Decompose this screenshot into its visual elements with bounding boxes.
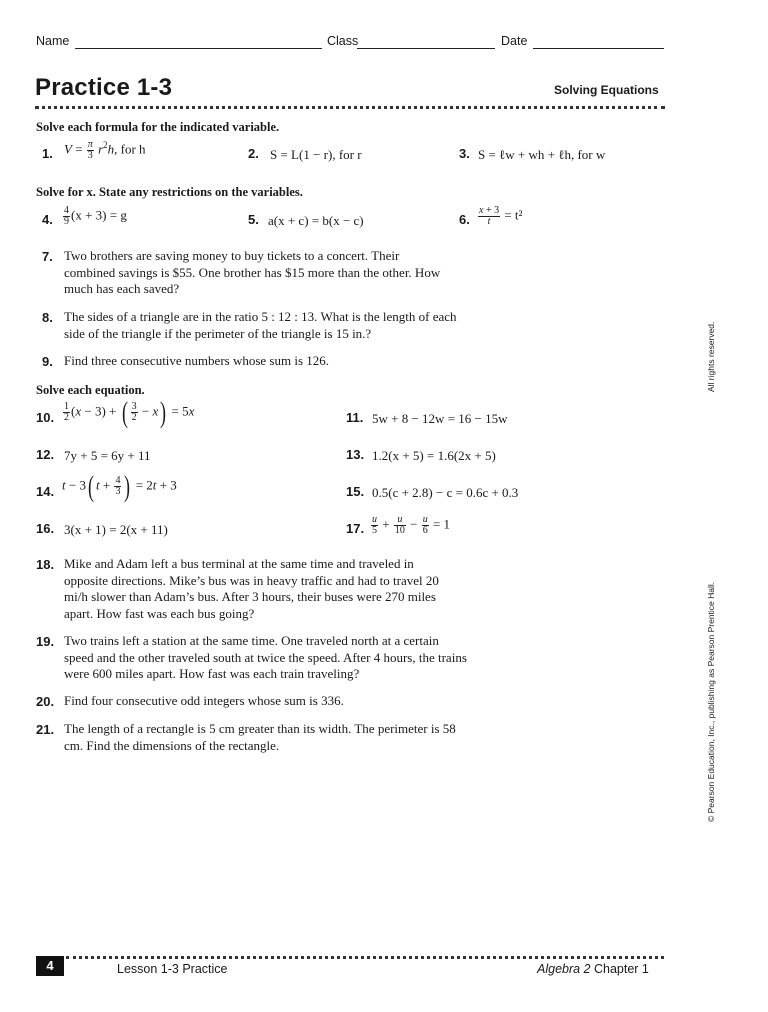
problem-number: 6. bbox=[459, 212, 470, 227]
problem-number: 5. bbox=[248, 212, 259, 227]
problem-21-text: The length of a rectangle is 5 cm greater than its width. The perimeter is 58 cm. Find the dimensions of the rectangle. bbox=[64, 721, 456, 753]
fraction: $\frac{u}{10}$ bbox=[394, 514, 405, 536]
problem-2-equation: S = L(1 − r), for r bbox=[270, 147, 362, 162]
fraction: $\frac{\pi}{3}$ bbox=[87, 139, 93, 161]
footer-divider bbox=[66, 956, 664, 959]
problem-number: 11. bbox=[346, 410, 364, 425]
problem-number: 14. bbox=[36, 484, 55, 499]
problem-20-text: Find four consecutive odd integers whose sum is 336. bbox=[64, 693, 344, 708]
problem-number: 19. bbox=[36, 634, 55, 649]
class-field[interactable] bbox=[357, 34, 495, 49]
problem-number: 16. bbox=[36, 521, 55, 536]
fraction: $\frac{u}{6}$ bbox=[422, 514, 428, 536]
problem-number: 21. bbox=[36, 722, 55, 737]
problem-9-text: Find three consecutive numbers whose sum is 126. bbox=[64, 353, 330, 368]
footer-book: Algebra 2 Chapter 1 bbox=[537, 962, 649, 976]
problem-number: 10. bbox=[36, 410, 55, 425]
page-title: Practice 1-3 bbox=[35, 74, 173, 101]
footer-lesson: Lesson 1-3 Practice bbox=[117, 962, 228, 976]
problem-number: 3. bbox=[459, 146, 470, 161]
problem-1-equation: V = $\frac{\pi}{3}$ $r^2h$, for h bbox=[64, 139, 146, 161]
name-field[interactable] bbox=[75, 34, 322, 49]
fraction: $\frac{1}{2}$ bbox=[64, 401, 69, 423]
problem-number: 9. bbox=[42, 354, 53, 369]
problem-11-equation: 5w + 8 − 12w = 16 − 15w bbox=[372, 411, 508, 426]
problem-number: 17. bbox=[346, 521, 365, 536]
problem-number: 8. bbox=[42, 310, 53, 325]
name-label: Name bbox=[36, 34, 70, 48]
rights-notice: All rights reserved. bbox=[706, 321, 716, 392]
problem-18-text: Mike and Adam left a bus terminal at the same time and traveled in opposite directions. Mike’s bus was in heavy traffic and had to travel 20 mi/h slower than Adam’s bus. After 3 hours, their buses were 270 miles apart. How fast was each bus going? bbox=[64, 556, 439, 621]
problem-3-equation: S = ℓw + wh + ℓh, for w bbox=[478, 147, 606, 162]
problem-16-equation: 3(x + 1) = 2(x + 11) bbox=[64, 522, 168, 537]
problem-number: 2. bbox=[248, 146, 259, 161]
section-instructions-3: Solve each equation. bbox=[36, 383, 145, 397]
problem-14-equation: t − 3( t + $\frac{4}{3}$ ) = 2t + 3 bbox=[62, 469, 177, 503]
section-instructions-2: Solve for x. State any restrictions on the variables. bbox=[36, 185, 303, 199]
section-instructions-1: Solve each formula for the indicated variable. bbox=[36, 120, 280, 134]
problem-number: 12. bbox=[36, 447, 55, 462]
page-number: 4 bbox=[36, 956, 64, 976]
problem-19-text: Two trains left a station at the same time. One traveled north at a certain speed and the other traveled south at twice the speed. After 4 hours, the trains were 600 miles apart. How fast was each train traveling? bbox=[64, 633, 467, 681]
problem-10-equation: $\frac{1}{2}$ (x − 3) + ( $\frac{3}{2}$ − x) = 5x bbox=[64, 395, 195, 429]
problem-12-equation: 7y + 5 = 6y + 11 bbox=[64, 448, 151, 463]
problem-13-equation: 1.2(x + 5) = 1.6(2x + 5) bbox=[372, 448, 496, 463]
date-field[interactable] bbox=[533, 34, 664, 49]
problem-4-equation: $\frac{4}{9}$ (x + 3) = g bbox=[64, 205, 127, 227]
problem-17-equation: $\frac{u}{5}$ + $\frac{u}{10}$ − $\frac{u}{6}$ = 1 bbox=[372, 514, 451, 536]
fraction: $\frac{4}{3}$ bbox=[115, 475, 121, 497]
problem-number: 4. bbox=[42, 212, 53, 227]
header-divider bbox=[35, 106, 665, 109]
problem-7-text: Two brothers are saving money to buy tickets to a concert. Their combined savings is $55. One brother has $15 more than the other. How much has each saved? bbox=[64, 248, 441, 296]
page-subtitle: Solving Equations bbox=[554, 83, 659, 97]
problem-number: 15. bbox=[346, 484, 365, 499]
problem-number: 20. bbox=[36, 694, 55, 709]
problem-number: 1. bbox=[42, 146, 53, 161]
problem-5-equation: a(x + c) = b(x − c) bbox=[268, 213, 364, 228]
problem-15-equation: 0.5(c + 2.8) − c = 0.6c + 0.3 bbox=[372, 485, 519, 500]
date-label: Date bbox=[501, 34, 528, 48]
problem-number: 13. bbox=[346, 447, 365, 462]
fraction: $\frac{4}{9}$ bbox=[64, 205, 69, 227]
fraction: $\frac{x + 3}{t}$ bbox=[479, 205, 500, 227]
fraction: $\frac{3}{2}$ bbox=[131, 401, 137, 423]
fraction: $\frac{u}{5}$ bbox=[372, 514, 377, 536]
problem-8-text: The sides of a triangle are in the ratio 5 : 12 : 13. What is the length of each side of the triangle if the perimeter of the triangle is 15 in.? bbox=[64, 309, 457, 341]
problem-6-equation: $\frac{x + 3}{t}$ = t² bbox=[479, 205, 523, 227]
problem-number: 7. bbox=[42, 249, 53, 264]
copyright-notice: © Pearson Education, Inc., publishing as Pearson Prentice Hall. bbox=[706, 581, 716, 822]
problem-number: 18. bbox=[36, 557, 55, 572]
class-label: Class bbox=[327, 34, 359, 48]
